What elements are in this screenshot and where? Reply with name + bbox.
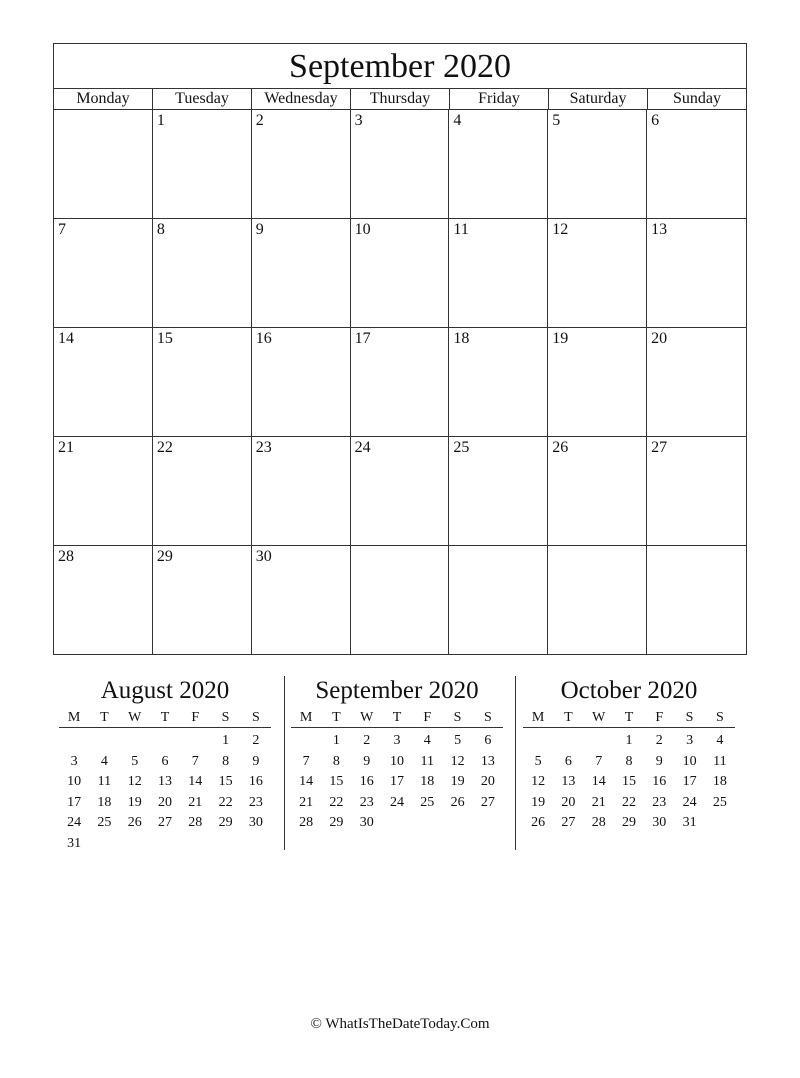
mini-empty-day [412,813,442,834]
day-cell: 10 [351,219,450,328]
mini-day: 29 [621,815,636,830]
mini-weekday-label: S [221,710,230,725]
day-cell: 27 [647,437,746,546]
mini-weekday-label: M [67,710,81,725]
mini-empty-day [291,731,321,752]
mini-day: 1 [332,733,340,748]
day-cell: 23 [252,437,351,546]
mini-day: 28 [299,815,314,830]
mini-day: 22 [329,794,344,810]
mini-day: 29 [218,815,233,830]
day-cell: 16 [252,328,351,437]
mini-weekday-label: F [655,710,664,725]
mini-day: 15 [218,774,233,789]
day-cell: 13 [647,219,746,328]
day-cell: 20 [647,328,746,437]
mini-calendar-september [287,674,507,834]
day-cell: 28 [54,546,153,655]
mini-weekday-label: T [100,710,109,725]
mini-day: 23 [248,794,263,810]
mini-day: 25 [712,794,727,810]
mini-empty-day [59,731,89,752]
mini-day: 10 [389,753,404,769]
mini-weekday-label: S [453,710,462,725]
empty-day-cell [449,546,548,655]
day-cell: 17 [351,328,450,437]
copyright-footer: © WhatIsTheDateToday.Com [310,1016,490,1032]
mini-day: 10 [682,753,697,769]
mini-empty-day [89,731,119,752]
mini-empty-day [180,834,210,855]
mini-weekday-label: T [624,710,634,725]
mini-day: 8 [222,753,230,769]
mini-weekday-label: W [128,710,142,725]
empty-day-cell [54,110,153,219]
day-cell: 14 [54,328,153,437]
mini-empty-day [150,834,180,855]
mini-empty-day [210,834,240,855]
mini-weekday-label: W [592,710,606,725]
mini-day: 5 [534,753,542,769]
day-cell: 22 [153,437,252,546]
mini-day: 17 [67,794,82,810]
mini-calendar-title: October 2020 [560,677,698,704]
mini-empty-day [705,813,735,834]
mini-day: 30 [359,815,374,830]
day-cell: 1 [153,110,252,219]
mini-calendar-august [55,674,275,854]
mini-day: 28 [591,815,606,830]
mini-weekday-label: S [251,710,260,725]
day-cell: 5 [548,110,647,219]
mini-weekday-label: S [483,710,492,725]
mini-day: 15 [621,774,636,789]
mini-day: 28 [188,815,203,830]
day-cell: 12 [548,219,647,328]
mini-day: 31 [67,835,82,851]
mini-empty-day [473,813,503,834]
mini-day: 3 [393,733,401,748]
empty-day-cell [647,546,746,655]
mini-day: 17 [389,774,404,789]
weekday-wednesday: Wednesday [252,89,351,109]
mini-day: 31 [682,815,697,830]
day-cell: 2 [252,110,351,219]
mini-day: 26 [450,794,465,810]
day-cell: 24 [351,437,450,546]
day-cell: 25 [449,437,548,546]
weekday-header-row [54,89,746,110]
weekday-sunday: Sunday [673,90,721,107]
mini-day: 12 [127,774,142,789]
mini-weekday-header [291,708,503,728]
mini-empty-day [180,731,210,752]
day-cell: 7 [54,219,153,328]
mini-day: 9 [363,753,371,769]
mini-day: 4 [100,753,108,769]
mini-calendar-divider [284,676,285,850]
day-grid [54,110,746,655]
mini-day: 25 [420,794,435,810]
mini-day: 24 [389,794,404,810]
mini-weekday-label: F [191,710,200,725]
mini-day: 30 [248,815,263,830]
day-cell: 29 [153,546,252,655]
mini-weekday-label: T [392,710,402,725]
mini-weekday-header [523,708,735,728]
mini-calendar-divider [515,676,516,850]
mini-day: 23 [359,794,374,810]
day-cell: 3 [351,110,450,219]
day-cell: 4 [449,110,548,219]
mini-day: 13 [157,774,172,789]
mini-day: 15 [329,774,344,789]
mini-empty-day [89,834,119,855]
mini-day: 18 [420,774,435,789]
mini-empty-day [584,731,614,752]
mini-day: 9 [655,753,663,769]
mini-day: 8 [625,753,633,769]
mini-empty-day [120,834,150,855]
mini-day: 19 [127,794,142,810]
mini-day: 3 [70,753,78,769]
main-calendar [53,43,747,655]
day-cell: 15 [153,328,252,437]
mini-day: 3 [686,733,694,748]
weekday-saturday: Saturday [549,89,648,109]
mini-day: 11 [420,753,435,769]
mini-day: 2 [363,733,371,748]
mini-weekday-label: W [360,710,374,725]
mini-day-grid [59,731,271,854]
mini-day: 11 [97,774,112,789]
mini-empty-day [553,731,583,752]
mini-day: 27 [157,815,172,830]
day-cell: 26 [548,437,647,546]
mini-weekday-label: S [715,710,724,725]
mini-empty-day [442,813,472,834]
mini-day: 7 [595,753,603,769]
mini-day: 18 [712,774,727,789]
mini-weekday-header [59,708,271,728]
mini-day: 21 [299,794,314,810]
mini-day: 30 [652,815,667,830]
mini-empty-day [150,731,180,752]
mini-weekday-label: T [160,710,170,725]
mini-empty-day [120,731,150,752]
day-cell: 6 [647,110,746,219]
mini-day: 14 [188,774,203,789]
mini-day: 2 [655,733,663,748]
mini-day: 20 [480,774,495,789]
mini-day: 27 [561,815,576,830]
mini-day: 7 [191,753,199,769]
mini-weekday-label: M [531,710,545,725]
mini-day: 24 [682,794,697,810]
mini-day: 14 [299,774,314,789]
weekday-thursday: Thursday [351,89,450,109]
mini-day: 16 [359,774,374,789]
mini-day-grid [291,731,503,834]
mini-day: 2 [252,733,260,748]
day-cell: 19 [548,328,647,437]
day-cell: 18 [449,328,548,437]
mini-calendar-october [519,674,739,834]
mini-day: 5 [131,753,139,769]
mini-day: 29 [329,815,344,830]
mini-calendar-title: August 2020 [100,677,230,704]
mini-day: 21 [188,794,203,810]
mini-empty-day [523,731,553,752]
day-cell: 8 [153,219,252,328]
mini-day: 26 [127,815,142,830]
mini-day: 19 [450,774,465,789]
mini-day: 16 [652,774,667,789]
mini-day: 20 [561,794,576,810]
day-cell: 11 [449,219,548,328]
mini-day: 22 [218,794,233,810]
mini-weekday-label: F [423,710,432,725]
mini-day: 8 [332,753,340,769]
mini-day: 12 [450,753,465,769]
mini-day: 17 [682,774,697,789]
weekday-monday: Monday [54,89,153,109]
mini-day: 20 [157,794,172,810]
mini-day: 21 [591,794,606,810]
mini-day: 11 [713,753,727,769]
empty-day-cell [351,546,450,655]
mini-day: 5 [454,733,462,748]
mini-day: 6 [564,753,572,769]
mini-day: 19 [531,794,546,810]
mini-empty-day [241,834,271,855]
mini-day: 6 [161,753,169,769]
mini-calendar-title: September 2020 [315,677,479,704]
mini-weekday-label: T [332,710,341,725]
mini-day: 1 [625,733,633,748]
mini-day: 7 [302,753,310,769]
day-cell: 9 [252,219,351,328]
mini-day: 10 [67,774,82,789]
mini-day: 16 [248,774,263,789]
empty-day-cell [548,546,647,655]
mini-day: 1 [222,733,230,748]
mini-day: 13 [561,774,576,789]
day-cell: 30 [252,546,351,655]
calendar-title: September 2020 [54,44,746,89]
day-cell: 21 [54,437,153,546]
mini-day: 9 [252,753,260,769]
mini-empty-day [382,813,412,834]
mini-weekday-label: T [564,710,573,725]
weekday-tuesday: Tuesday [153,89,252,109]
mini-day: 6 [484,733,492,748]
mini-day: 24 [67,815,82,830]
weekday-friday: Friday [450,89,549,109]
mini-day: 4 [423,733,431,748]
mini-day: 4 [716,733,724,748]
mini-day: 22 [621,794,636,810]
mini-day: 14 [591,774,606,789]
mini-day: 27 [480,794,495,810]
mini-weekday-label: S [685,710,694,725]
mini-day: 13 [480,753,495,769]
mini-day: 18 [97,794,112,810]
mini-day: 25 [97,815,112,830]
mini-day: 23 [652,794,667,810]
mini-day: 12 [531,774,546,789]
mini-day-grid [523,731,735,834]
mini-weekday-label: M [299,710,313,725]
mini-day: 26 [531,815,546,830]
